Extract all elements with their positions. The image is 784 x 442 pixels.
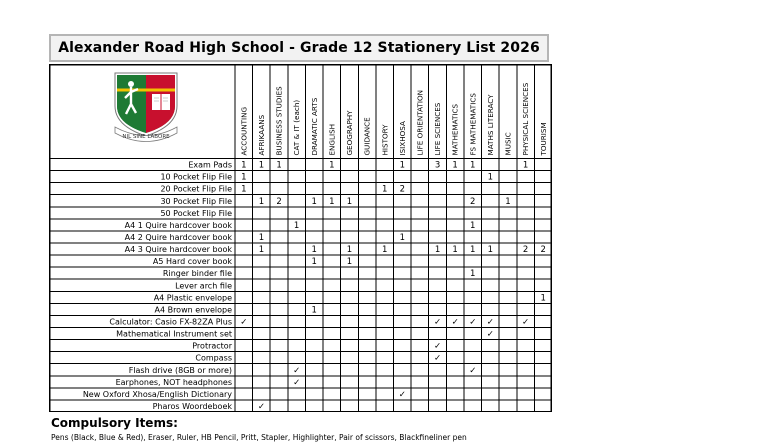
- item-label: Protractor: [192, 341, 232, 351]
- check-mark: ✓: [433, 353, 442, 364]
- item-label: 30 Pocket Flip File: [160, 196, 232, 206]
- subject-header: LIFE SCIENCES: [433, 102, 443, 156]
- quantity-cell: 1: [346, 257, 353, 268]
- subject-header: TOURISM: [538, 122, 548, 156]
- quantity-cell: 2: [399, 184, 406, 195]
- quantity-cell: 1: [505, 196, 511, 207]
- subject-header: GUIDANCE: [362, 117, 372, 156]
- item-label: A4 3 Quire hardcover book: [124, 245, 232, 255]
- check-mark: ✓: [486, 317, 494, 328]
- subject-header: PHYSICAL SCIENCES: [521, 82, 531, 156]
- quantity-cell: 2: [276, 196, 282, 207]
- item-label: Calculator: Casio FX-82ZA Plus: [109, 317, 232, 327]
- quantity-cell: 1: [311, 305, 317, 316]
- subject-header: ISIXHOSA: [397, 121, 407, 156]
- item-label: Exam Pads: [188, 160, 232, 170]
- quantity-cell: 1: [329, 196, 335, 207]
- check-mark: ✓: [293, 365, 301, 376]
- check-mark: ✓: [469, 317, 477, 328]
- quantity-cell: 1: [311, 245, 317, 256]
- subject-header: LIFE ORIENTATION: [415, 89, 425, 156]
- quantity-cell: 1: [381, 184, 388, 195]
- crest-motto: NIL SINE LABORE: [122, 134, 170, 140]
- quantity-cell: 1: [258, 196, 265, 207]
- quantity-cell: 1: [346, 196, 353, 207]
- subject-header: ACCOUNTING: [239, 106, 249, 156]
- stationery-table: [49, 64, 552, 412]
- quantity-cell: 1: [311, 196, 317, 207]
- item-label: Mathematical Instrument set: [116, 329, 232, 339]
- item-label: 20 Pocket Flip File: [160, 184, 232, 194]
- quantity-cell: 1: [329, 160, 335, 171]
- school-crest-logo: [115, 73, 177, 142]
- quantity-cell: 2: [470, 196, 476, 207]
- item-label: Flash drive (8GB or more): [128, 365, 232, 375]
- item-label: A4 1 Quire hardcover book: [124, 220, 232, 230]
- quantity-cell: 1: [434, 245, 441, 256]
- check-mark: ✓: [240, 317, 248, 328]
- item-label: Ringer binder file: [162, 269, 232, 279]
- quantity-cell: 1: [241, 172, 247, 183]
- subject-header: AFRIKAANS: [257, 114, 267, 156]
- quantity-cell: 1: [487, 172, 494, 183]
- compulsory-items-heading: Compulsory Items:: [51, 416, 178, 430]
- item-label: A4 2 Quire hardcover book: [124, 232, 232, 242]
- page-title: Alexander Road High School - Grade 12 Stationery List 2026: [49, 34, 549, 62]
- subject-header: ENGLISH: [327, 123, 337, 156]
- quantity-cell: 1: [276, 160, 282, 171]
- item-label: 50 Pocket Flip File: [160, 208, 232, 218]
- quantity-cell: 1: [452, 160, 458, 171]
- subject-header: CAT & IT (each): [292, 99, 302, 156]
- quantity-cell: 1: [399, 160, 406, 171]
- quantity-cell: 1: [452, 245, 458, 256]
- quantity-cell: 1: [258, 160, 265, 171]
- subject-header: MUSIC: [503, 132, 513, 156]
- quantity-cell: 1: [311, 257, 317, 268]
- quantity-cell: 1: [241, 160, 247, 171]
- check-mark: ✓: [522, 317, 530, 328]
- check-mark: ✓: [293, 377, 301, 388]
- subject-header: MATHS LITERACY: [485, 94, 495, 156]
- compulsory-items-list: Pens (Black, Blue & Red), Eraser, Ruler, HB Pencil, Pritt, Stapler, Highlighter, Pair of scissors, Blackfineliner pen: [51, 433, 467, 442]
- item-label: A4 Brown envelope: [154, 305, 232, 315]
- subject-header: HISTORY: [380, 124, 390, 156]
- quantity-cell: 1: [470, 269, 476, 280]
- item-label: Lever arch file: [175, 281, 232, 291]
- check-mark: ✓: [486, 329, 494, 340]
- check-mark: ✓: [433, 341, 442, 352]
- item-label: A5 Hard cover book: [152, 257, 232, 267]
- check-mark: ✓: [451, 317, 459, 328]
- item-label: 10 Pocket Flip File: [160, 172, 232, 182]
- quantity-cell: 2: [540, 245, 546, 256]
- quantity-cell: 1: [241, 184, 247, 195]
- quantity-cell: 1: [293, 220, 300, 231]
- subject-header: MATHEMATICS: [450, 103, 460, 156]
- quantity-cell: 3: [434, 160, 441, 171]
- quantity-cell: 1: [522, 160, 529, 171]
- quantity-cell: 1: [470, 160, 476, 171]
- subject-header: DRAMATIC ARTS: [309, 97, 319, 156]
- check-mark: ✓: [469, 365, 477, 376]
- item-label: Pharos Woordeboek: [152, 401, 232, 411]
- quantity-cell: 1: [540, 293, 546, 304]
- quantity-cell: 1: [470, 245, 476, 256]
- quantity-cell: 2: [522, 245, 529, 256]
- check-mark: ✓: [257, 401, 265, 412]
- quantity-cell: 1: [258, 245, 265, 256]
- quantity-cell: 1: [487, 245, 494, 256]
- subject-header: GEOGRAPHY: [345, 110, 355, 156]
- quantity-cell: 1: [258, 232, 265, 243]
- subject-header: FS MATHEMATICS: [468, 93, 478, 156]
- subject-header: BUSINESS STUDIES: [274, 86, 284, 156]
- item-label: Earphones, NOT headphones: [115, 377, 232, 387]
- item-label: New Oxford Xhosa/English Dictionary: [82, 389, 232, 399]
- quantity-cell: 1: [346, 245, 353, 256]
- check-mark: ✓: [398, 389, 406, 400]
- quantity-cell: 1: [399, 232, 406, 243]
- item-label: Compass: [195, 353, 232, 363]
- quantity-cell: 1: [381, 245, 388, 256]
- quantity-cell: 1: [470, 220, 476, 231]
- item-label: A4 Plastic envelope: [153, 293, 232, 303]
- check-mark: ✓: [433, 317, 442, 328]
